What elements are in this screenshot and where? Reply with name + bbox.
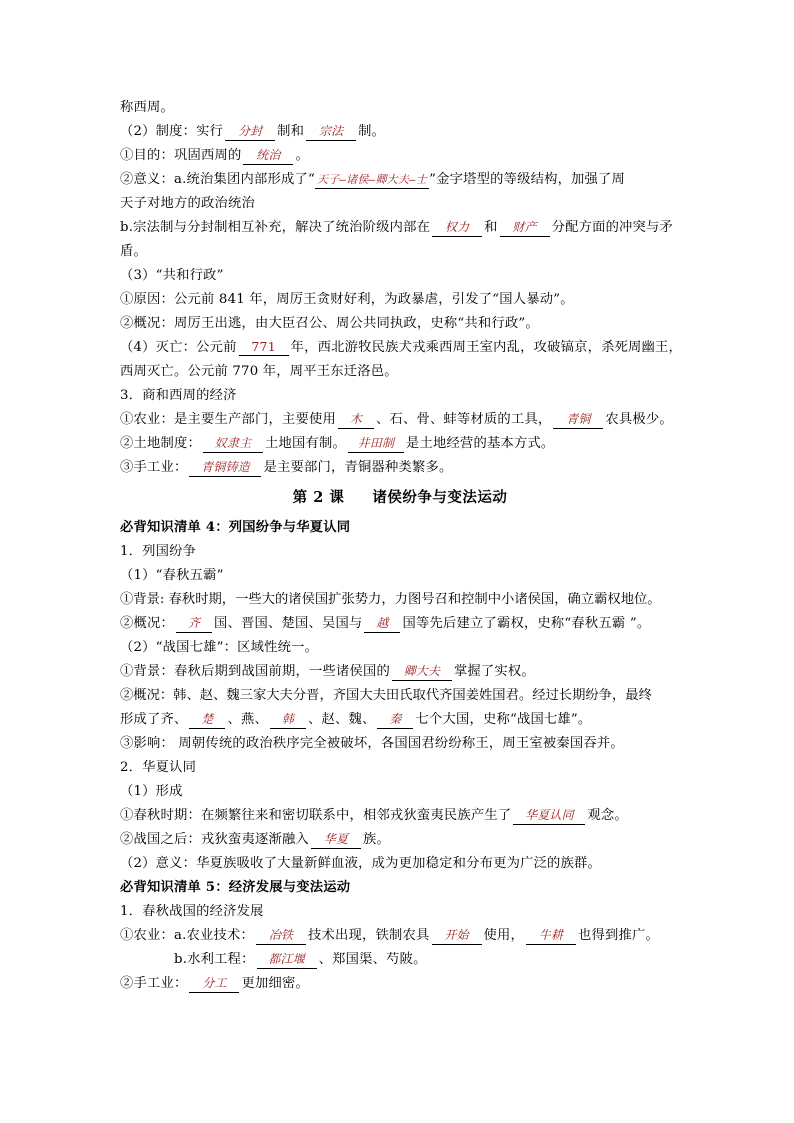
text-line bbox=[120, 828, 680, 852]
text: 3．商和西周的经济 bbox=[120, 388, 237, 403]
text: ②意义：a.统治集团内部形成了“ bbox=[120, 172, 316, 187]
text-line bbox=[120, 288, 680, 312]
text-line bbox=[120, 456, 680, 480]
text: ①农业：a.农业技术： bbox=[120, 928, 255, 943]
text: ①原因：公元前 841 年，周厉王贪财好利，为政暴虐，引发了“国人暴动”。 bbox=[120, 292, 574, 307]
document-page bbox=[120, 96, 683, 996]
text: （2）制度：实行 bbox=[120, 124, 224, 139]
text-line bbox=[120, 120, 680, 144]
lesson-number: 第 2 课 bbox=[292, 489, 345, 506]
fill-in-answer: 牛耕 bbox=[526, 927, 576, 945]
text: 农具极少。 bbox=[605, 412, 673, 427]
text: 族。 bbox=[362, 832, 390, 847]
text: ②概况：周厉王出逃，由大臣召公、周公共同执政，史称“共和行政”。 bbox=[120, 316, 539, 331]
text-line bbox=[120, 216, 680, 240]
text: 形成了齐、 bbox=[120, 712, 188, 727]
text: b.宗法制与分封制相互补充，解决了统治阶级内部在 bbox=[120, 220, 431, 235]
fill-in-answer: 权力 bbox=[432, 219, 482, 237]
text: 七个大国，史称“战国七雄”。 bbox=[415, 712, 592, 727]
text-line bbox=[120, 780, 680, 804]
text-line bbox=[120, 336, 683, 360]
fill-in-answer: 秦 bbox=[377, 711, 413, 729]
text-line bbox=[120, 384, 680, 408]
text-line bbox=[120, 192, 680, 216]
fill-in-answer: 统治 bbox=[243, 147, 293, 165]
text: 制和 bbox=[277, 124, 305, 139]
text: ②概况：韩、赵、魏三家大夫分晋，齐国大夫田氏取代齐国姜姓国君。经过长期纷争，最终 bbox=[120, 688, 652, 703]
text-line bbox=[120, 972, 680, 996]
text: 国等先后建立了霸权，史称“春秋五霸 ”。 bbox=[402, 616, 651, 631]
fill-in-answer: 开始 bbox=[432, 927, 482, 945]
text: 盾。 bbox=[120, 244, 147, 259]
text-line bbox=[120, 924, 680, 948]
text: ②概况： bbox=[120, 616, 174, 631]
text: ②土地制度： bbox=[120, 436, 201, 451]
fill-in-answer: 宗法 bbox=[306, 123, 356, 141]
text-line bbox=[120, 312, 680, 336]
text-line bbox=[120, 804, 680, 828]
text-line bbox=[120, 432, 680, 456]
text: 、燕、 bbox=[227, 712, 268, 727]
text-line bbox=[120, 636, 680, 660]
text-line bbox=[120, 540, 680, 564]
text: ①农业：是主要生产部门，主要使用 bbox=[120, 412, 336, 427]
fill-in-answer: 天子—诸侯—卿大夫—士 bbox=[315, 171, 429, 189]
fill-in-answer: 木 bbox=[338, 411, 374, 429]
text: 2．华夏认同 bbox=[120, 760, 197, 775]
text: 1．列国纷争 bbox=[120, 544, 197, 559]
text: ①背景: 春秋时期，一些大的诸侯国扩张势力，力图号召和控制中小诸侯国，确立霸权地位。 bbox=[120, 592, 661, 607]
fill-in-answer: 华夏认同 bbox=[513, 807, 585, 825]
text: （2）“战国七雄”：区域性统一。 bbox=[120, 640, 319, 655]
lesson-title: 诸侯纷争与变法运动 bbox=[372, 489, 508, 506]
fill-in-answer: 分封 bbox=[225, 123, 275, 141]
text: 天子对地方的政治统治 bbox=[120, 196, 255, 211]
text: 1．春秋战国的经济发展 bbox=[120, 904, 264, 919]
fill-in-answer: 771 bbox=[239, 338, 289, 356]
text: 制。 bbox=[358, 124, 386, 139]
text: b.水利工程： bbox=[174, 952, 255, 967]
text-line bbox=[120, 360, 680, 384]
text: 是土地经营的基本方式。 bbox=[405, 436, 555, 451]
text: ①背景：春秋后期到战国前期，一些诸侯国的 bbox=[120, 664, 390, 679]
text: 分配方面的冲突与矛 bbox=[551, 220, 674, 235]
text-line bbox=[120, 660, 680, 684]
fill-in-answer: 青铜 bbox=[553, 411, 603, 429]
fill-in-answer: 韩 bbox=[270, 711, 306, 729]
text: 是主要部门，青铜器种类繁多。 bbox=[263, 460, 453, 475]
text: 。 bbox=[295, 148, 309, 163]
text-line bbox=[120, 708, 680, 732]
fill-in-answer: 青铜铸造 bbox=[189, 459, 261, 477]
text: （4）灭亡：公元前 bbox=[120, 340, 237, 355]
text: 土地国有制。 bbox=[264, 436, 346, 451]
text: 称西周。 bbox=[120, 100, 174, 115]
text-line bbox=[120, 948, 680, 972]
text-line bbox=[120, 408, 680, 432]
text: ①春秋时期：在频繁往来和密切联系中，相邻戎狄蛮夷民族产生了 bbox=[120, 808, 512, 823]
text-line bbox=[120, 564, 680, 588]
text: ③影响： 周朝传统的政治秩序完全被破坏，各国国君纷纷称王，周王室被秦国吞并。 bbox=[120, 736, 624, 751]
text: （3）“共和行政” bbox=[120, 268, 224, 283]
text: 国、晋国、楚国、吴国与 bbox=[214, 616, 363, 631]
text: ③手工业： bbox=[120, 460, 188, 475]
text-line bbox=[120, 684, 680, 708]
fill-in-answer: 井田制 bbox=[348, 435, 404, 453]
text-line bbox=[120, 240, 680, 264]
section-heading bbox=[120, 876, 680, 900]
text: 也得到推广。 bbox=[578, 928, 659, 943]
fill-in-answer: 冶铁 bbox=[256, 927, 306, 945]
section-heading bbox=[120, 516, 680, 540]
fill-in-answer: 奴隶主 bbox=[203, 435, 263, 453]
text: 观念。 bbox=[587, 808, 628, 823]
text: （1）形成 bbox=[120, 784, 183, 799]
fill-in-answer: 分工 bbox=[189, 975, 239, 993]
text: 、石、骨、蚌等材质的工具， bbox=[375, 412, 552, 427]
fill-in-answer: 卿大夫 bbox=[392, 663, 452, 681]
text: 必背知识清单 4：列国纷争与华夏认同 bbox=[120, 520, 351, 535]
text: ①目的：巩固西周的 bbox=[120, 148, 242, 163]
fill-in-answer: 越 bbox=[364, 615, 400, 633]
lesson-heading bbox=[120, 480, 680, 516]
text-line bbox=[120, 612, 680, 636]
text-line bbox=[120, 96, 680, 120]
fill-in-answer: 华夏 bbox=[311, 831, 361, 849]
text: 年，西北游牧民族犬戎乘西周王室内乱，攻破镐京，杀死周幽王， bbox=[290, 340, 683, 355]
text-line bbox=[120, 588, 680, 612]
text-line bbox=[120, 144, 680, 168]
text: ”金字塔型的等级结构，加强了周 bbox=[429, 172, 626, 187]
text: 必背知识清单 5：经济发展与变法运动 bbox=[120, 880, 351, 895]
fill-in-answer: 齐 bbox=[176, 615, 212, 633]
text-line bbox=[120, 900, 680, 924]
text: ②战国之后：戎狄蛮夷逐渐融入 bbox=[120, 832, 309, 847]
text: 更加细密。 bbox=[241, 976, 309, 991]
text-line bbox=[120, 168, 680, 192]
text-line bbox=[120, 756, 680, 780]
text: 、郑国渠、芍陂。 bbox=[318, 952, 427, 967]
fill-in-answer: 楚 bbox=[189, 711, 225, 729]
text: 技术出现，铁制农具 bbox=[308, 928, 430, 943]
text: 掌握了实权。 bbox=[453, 664, 535, 679]
text-line bbox=[120, 264, 680, 288]
text: 和 bbox=[484, 220, 498, 235]
text: （1）“春秋五霸” bbox=[120, 568, 224, 583]
fill-in-answer: 财产 bbox=[500, 219, 550, 237]
text: 使用， bbox=[483, 928, 525, 943]
text-line bbox=[120, 852, 680, 876]
text: 西周灭亡。公元前 770 年，周平王东迁洛邑。 bbox=[120, 364, 398, 379]
text: ②手工业： bbox=[120, 976, 188, 991]
fill-in-answer: 都江堰 bbox=[257, 951, 317, 969]
text: （2）意义：华夏族吸收了大量新鲜血液，成为更加稳定和分布更为广泛的族群。 bbox=[120, 856, 602, 871]
text-line bbox=[120, 732, 680, 756]
text: 、赵、魏、 bbox=[307, 712, 376, 727]
